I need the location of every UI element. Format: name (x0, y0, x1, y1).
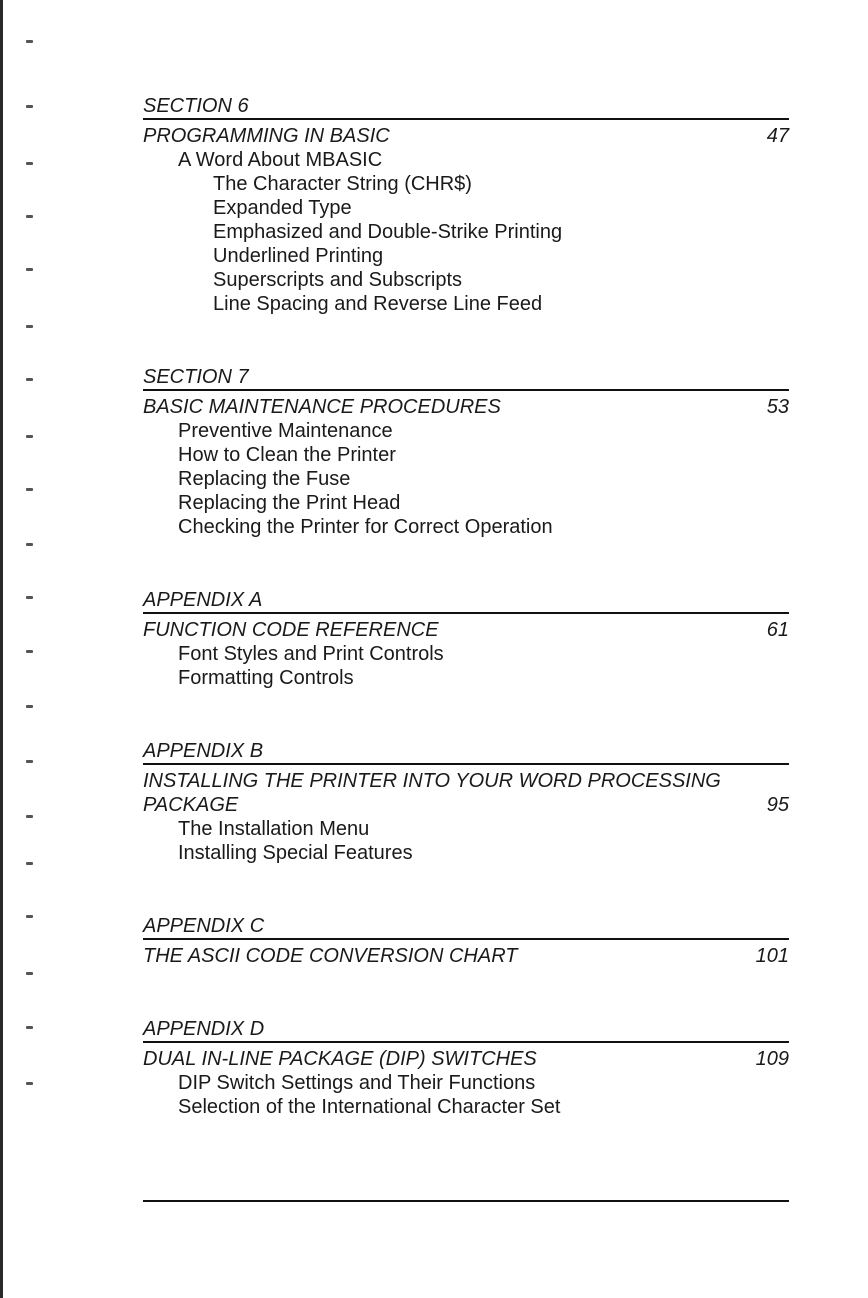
section-title: PACKAGE (143, 794, 239, 816)
toc-entry: A Word About MBASIC (178, 149, 383, 171)
page-number: 61 (766, 619, 789, 641)
section-title: FUNCTION CODE REFERENCE (143, 619, 439, 641)
table-of-contents (143, 95, 789, 1119)
speck (26, 596, 33, 599)
speck (26, 435, 33, 438)
section-title-row (143, 793, 789, 817)
toc-entry: How to Clean the Printer (178, 444, 396, 466)
speck (26, 1082, 33, 1085)
toc-appendix-b (143, 740, 789, 865)
speck (26, 1026, 33, 1029)
section-title: PROGRAMMING IN BASIC (143, 125, 390, 147)
toc-entry: Emphasized and Double-Strike Printing (213, 221, 563, 243)
speck (26, 162, 33, 165)
toc-entry: Checking the Printer for Correct Operation (178, 516, 553, 538)
section-label: APPENDIX A (143, 589, 789, 614)
toc-entry: Font Styles and Print Controls (178, 643, 444, 665)
speck (26, 325, 33, 328)
speck (26, 378, 33, 381)
toc-entry: Preventive Maintenance (178, 420, 393, 442)
speck (26, 972, 33, 975)
page-number: 95 (766, 794, 789, 816)
speck (26, 488, 33, 491)
toc-entry: Underlined Printing (213, 245, 384, 267)
section-title-line-1: INSTALLING THE PRINTER INTO YOUR WORD PROCESSING (143, 770, 721, 792)
speck (26, 915, 33, 918)
toc-appendix-a (143, 589, 789, 690)
section-title: DUAL IN-LINE PACKAGE (DIP) SWITCHES (143, 1048, 537, 1070)
toc-appendix-d (143, 1018, 789, 1119)
speck (26, 215, 33, 218)
section-label: SECTION 6 (143, 95, 789, 120)
speck (26, 705, 33, 708)
speck (26, 815, 33, 818)
toc-entry: Expanded Type (213, 197, 352, 219)
toc-section-6 (143, 95, 789, 316)
speck (26, 105, 33, 108)
section-title: THE ASCII CODE CONVERSION CHART (143, 945, 518, 967)
speck (26, 760, 33, 763)
toc-entry: The Installation Menu (178, 818, 370, 840)
bottom-rule (143, 1200, 789, 1202)
toc-entry: The Character String (CHR$) (213, 173, 472, 195)
margin-specks (26, 0, 40, 1298)
section-label: SECTION 7 (143, 366, 789, 391)
binding-edge (0, 0, 3, 1298)
section-label: APPENDIX D (143, 1018, 789, 1043)
toc-entry: Line Spacing and Reverse Line Feed (213, 293, 543, 315)
page-number: 101 (755, 945, 789, 967)
page-number: 53 (766, 396, 789, 418)
toc-appendix-c (143, 915, 789, 968)
page-number: 47 (766, 125, 789, 147)
speck (26, 862, 33, 865)
toc-entry: Installing Special Features (178, 842, 413, 864)
section-title-row (143, 944, 789, 968)
page-number: 109 (755, 1048, 789, 1070)
toc-entry: Replacing the Fuse (178, 468, 351, 490)
toc-section-7 (143, 366, 789, 539)
section-label: APPENDIX B (143, 740, 789, 765)
speck (26, 650, 33, 653)
section-title-row (143, 618, 789, 642)
speck (26, 40, 33, 43)
section-title-row (143, 124, 789, 148)
toc-entry: DIP Switch Settings and Their Functions (178, 1072, 536, 1094)
section-title-row (143, 395, 789, 419)
toc-entry: Superscripts and Subscripts (213, 269, 463, 291)
toc-entry: Formatting Controls (178, 667, 354, 689)
toc-entry: Selection of the International Character Set (178, 1096, 561, 1118)
speck (26, 268, 33, 271)
section-title-row (143, 1047, 789, 1071)
section-label: APPENDIX C (143, 915, 789, 940)
toc-entry: Replacing the Print Head (178, 492, 401, 514)
speck (26, 543, 33, 546)
section-title: BASIC MAINTENANCE PROCEDURES (143, 396, 501, 418)
